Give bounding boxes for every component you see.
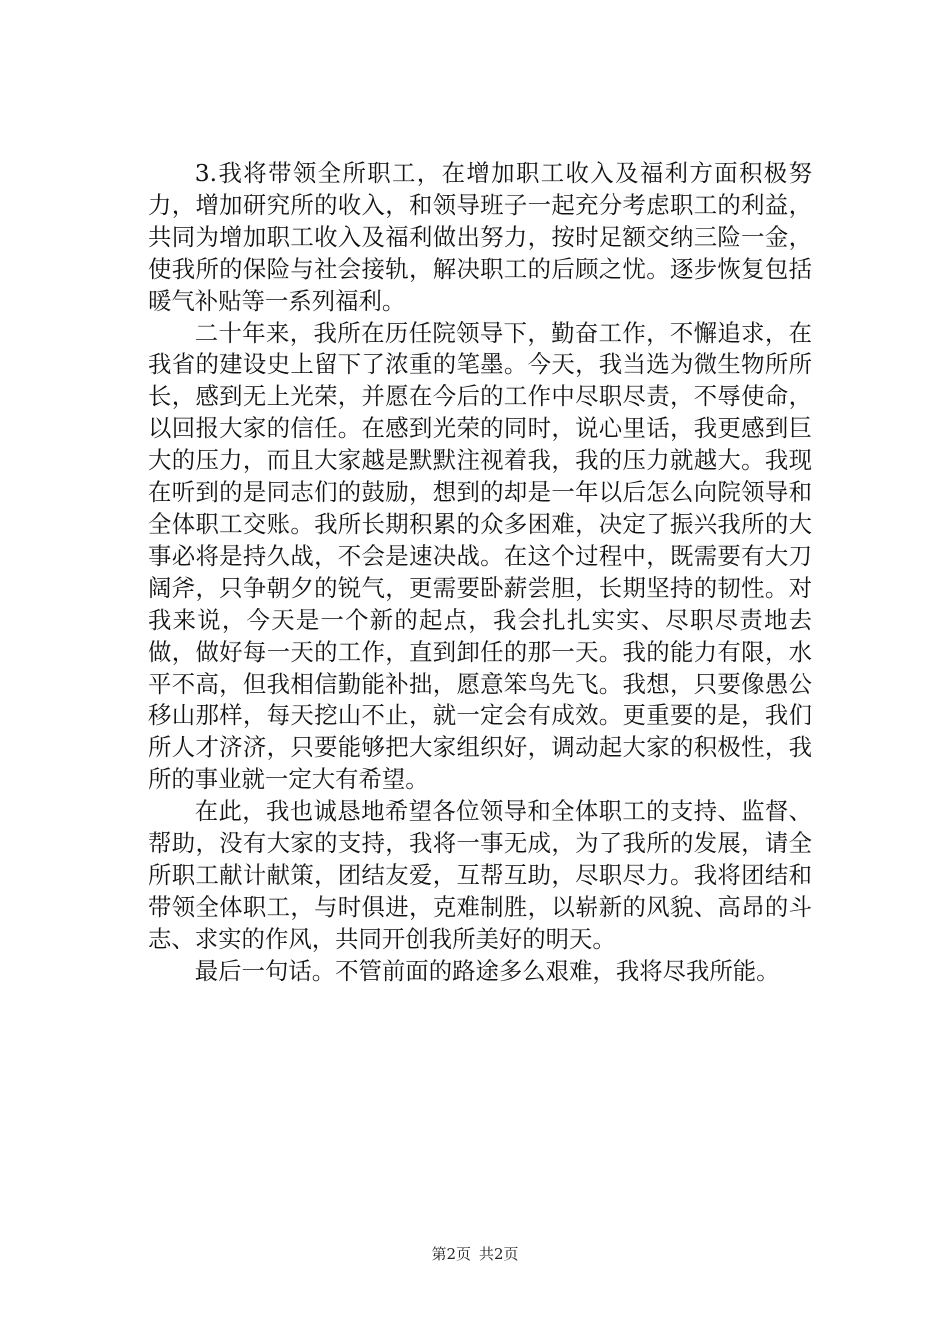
paragraph-appeal-support: 在此，我也诚恳地希望各位领导和全体职工的支持、监督、帮助，没有大家的支持，我将一事无成，为了我所的发展，请全所职工献计献策，团结友爱，互帮互助，尽职尽力。我将团结和带领全体职工，与时俱进，克难制胜，以崭新的风貌、高昂的斗志、求实的作风，共同开创我所美好的明天。 — [148, 797, 812, 953]
page-total: 共2页 — [479, 1245, 519, 1263]
page-footer — [0, 1244, 950, 1264]
paragraph-welfare-plan: 3.我将带领全所职工，在增加职工收入及福利方面积极努力，增加研究所的收入，和领导班子一起充分考虑职工的利益，共同为增加职工收入及福利做出努力，按时足额交纳三险一金，使我所的保险与社会接轨，解决职工的后顾之忧。逐步恢复包括暖气补贴等一系列福利。 — [148, 159, 812, 315]
paragraph-closing-words: 最后一句话。不管前面的路途多么艰难，我将尽我所能。 — [194, 956, 780, 985]
page-number: 第2页 — [431, 1245, 471, 1263]
paragraph-twenty-years: 二十年来，我所在历任院领导下，勤奋工作，不懈追求，在我省的建设史上留下了浓重的笔墨。今天，我当选为微生物所所长，感到无上光荣，并愿在今后的工作中尽职尽责，不辱使命，以回报大家的信任。在感到光荣的同时，说心里话，我更感到巨大的压力，而且大家越是默默注视着我，我的压力就越大。我现在听到的是同志们的鼓励，想到的却是一年以后怎么向院领导和全体职工交账。我所长期积累的众多困难，决定了振兴我所的大事必将是持久战，不会是速决战。在这个过程中，既需要有大刀阔斧，只争朝夕的锐气，更需要卧薪尝胆，长期坚持的韧性。对我来说，今天是一个新的起点，我会扎扎实实、尽职尽责地去做，做好每一天的工作，直到卸任的那一天。我的能力有限，水平不高，但我相信勤能补拙，愿意笨鸟先飞。我想，只要像愚公移山那样，每天挖山不止，就一定会有成效。更重要的是，我们所人才济济，只要能够把大家组织好，调动起大家的积极性，我所的事业就一定大有希望。 — [148, 318, 812, 794]
document-body — [148, 158, 812, 988]
